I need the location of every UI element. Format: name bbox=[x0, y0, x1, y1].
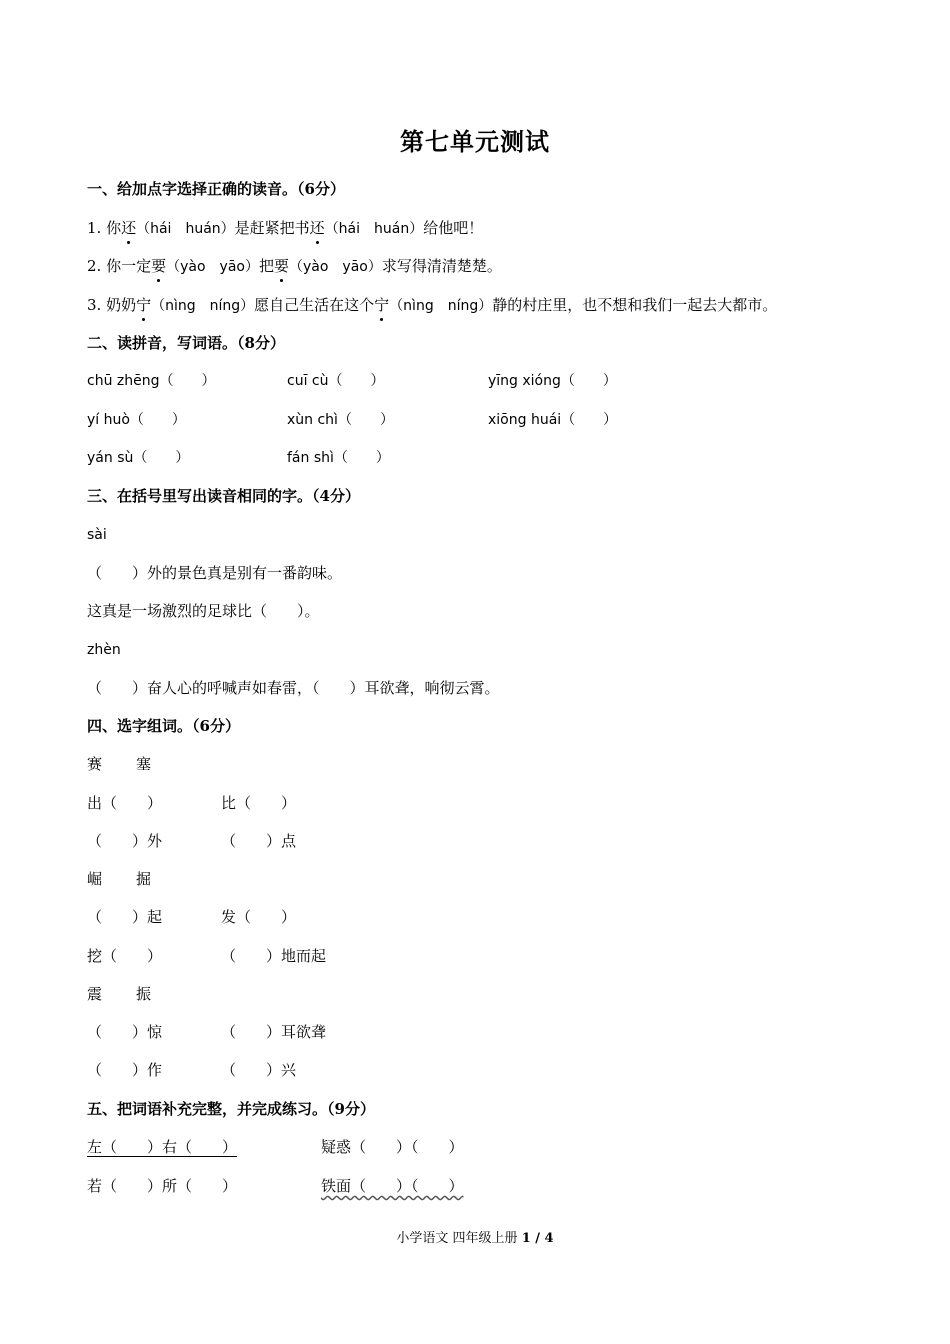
word-blank: （ ）耳欲聋 bbox=[221, 1023, 327, 1041]
sentence: 这真是一场激烈的足球比（ ）。 bbox=[87, 602, 320, 620]
char: 塞 bbox=[136, 755, 152, 773]
pinyin-options: （nìng níng） bbox=[151, 298, 255, 314]
text: 给他吧！ bbox=[423, 219, 484, 237]
idiom-blank: 若（ ）所（ ） bbox=[87, 1177, 238, 1195]
pinyin-options: （hái huán） bbox=[324, 221, 424, 237]
section-4-heading: 四、选字组词。（6分） bbox=[87, 717, 240, 735]
section-5-heading: 五、把词语补充完整，并完成练习。（9分） bbox=[87, 1100, 375, 1118]
section-1-heading: 一、给加点字选择正确的读音。（6分） bbox=[87, 180, 345, 198]
char: 掘 bbox=[136, 870, 152, 888]
pinyin-options: （hái huán） bbox=[136, 221, 235, 237]
question-1-3 bbox=[87, 294, 777, 317]
section-2-heading: 二、读拼音，写词语。（8分） bbox=[87, 334, 285, 352]
dotted-char: 还 bbox=[121, 219, 137, 237]
word-blank: （ ）起 bbox=[87, 908, 163, 926]
char: 赛 bbox=[87, 755, 103, 773]
word-blank: （ ）地而起 bbox=[221, 947, 327, 965]
page-number: 1 / 4 bbox=[521, 1231, 554, 1246]
pinyin-item: cuī cù（ ） bbox=[287, 373, 385, 389]
pinyin-label: zhèn bbox=[87, 642, 121, 658]
idiom-blank: 疑惑（ ）（ ） bbox=[321, 1138, 464, 1156]
question-1-2 bbox=[87, 255, 502, 278]
text: 把 bbox=[258, 257, 274, 275]
word-blank: 挖（ ） bbox=[87, 947, 163, 965]
word-blank: （ ）作 bbox=[87, 1061, 163, 1079]
word-blank: 发（ ） bbox=[221, 908, 297, 926]
dotted-char: 宁 bbox=[374, 296, 390, 314]
word-blank: （ ）外 bbox=[87, 832, 163, 850]
dotted-char: 宁 bbox=[136, 296, 152, 314]
char: 崛 bbox=[87, 870, 103, 888]
page-footer bbox=[0, 1227, 950, 1246]
char-pair bbox=[87, 753, 151, 775]
sentence: （ ）奋人心的呼喊声如春雷，（ ）耳欲聋，响彻云霄。 bbox=[87, 679, 500, 697]
word-blank: 出（ ） bbox=[87, 794, 163, 812]
char-pair bbox=[87, 983, 151, 1005]
pinyin-item: yí huò（ ） bbox=[87, 412, 186, 428]
word-blank: 比（ ） bbox=[221, 794, 297, 812]
idiom-blank: 铁面（ ）（ ） bbox=[321, 1177, 464, 1195]
dotted-char: 要 bbox=[151, 257, 167, 275]
dotted-char: 还 bbox=[309, 219, 325, 237]
footer-text: 小学语文 四年级上册 bbox=[396, 1231, 522, 1246]
pinyin-item: xùn chì（ ） bbox=[287, 412, 394, 428]
page-title: 第七单元测试 bbox=[400, 127, 550, 156]
pinyin-options: （yào yāo） bbox=[166, 259, 259, 275]
dotted-char: 要 bbox=[273, 257, 289, 275]
text: 是赶紧把书 bbox=[234, 219, 310, 237]
idiom-blank: 左（ ）右（ ） bbox=[87, 1138, 238, 1156]
text: 求写得清清楚楚。 bbox=[381, 257, 502, 275]
pinyin-item: yán sù（ ） bbox=[87, 450, 190, 466]
question-1-1 bbox=[87, 217, 483, 240]
word-blank: （ ）兴 bbox=[221, 1061, 297, 1079]
pinyin-item: fán shì（ ） bbox=[287, 450, 390, 466]
section-3-heading: 三、在括号里写出读音相同的字。（4分） bbox=[87, 487, 360, 505]
pinyin-item: yīng xióng（ ） bbox=[488, 373, 617, 389]
text: 愿自己生活在这个 bbox=[254, 296, 375, 314]
pinyin-item: xiōng huái（ ） bbox=[488, 412, 618, 428]
text: 静的村庄里，也不想和我们一起去大都市。 bbox=[492, 296, 778, 314]
text: 3. 奶奶 bbox=[87, 296, 137, 314]
pinyin-options: （nìng níng） bbox=[389, 298, 493, 314]
word-blank: （ ）惊 bbox=[87, 1023, 163, 1041]
sentence: （ ）外的景色真是别有一番韵味。 bbox=[87, 564, 343, 582]
pinyin-options: （yào yāo） bbox=[289, 259, 382, 275]
pinyin-item: chū zhēng（ ） bbox=[87, 373, 216, 389]
text: 2. 你一定 bbox=[87, 257, 152, 275]
char: 震 bbox=[87, 985, 103, 1003]
word-blank: （ ）点 bbox=[221, 832, 297, 850]
text: 1. 你 bbox=[87, 219, 122, 237]
char: 振 bbox=[136, 985, 152, 1003]
pinyin-label: sài bbox=[87, 527, 107, 543]
char-pair bbox=[87, 868, 151, 890]
